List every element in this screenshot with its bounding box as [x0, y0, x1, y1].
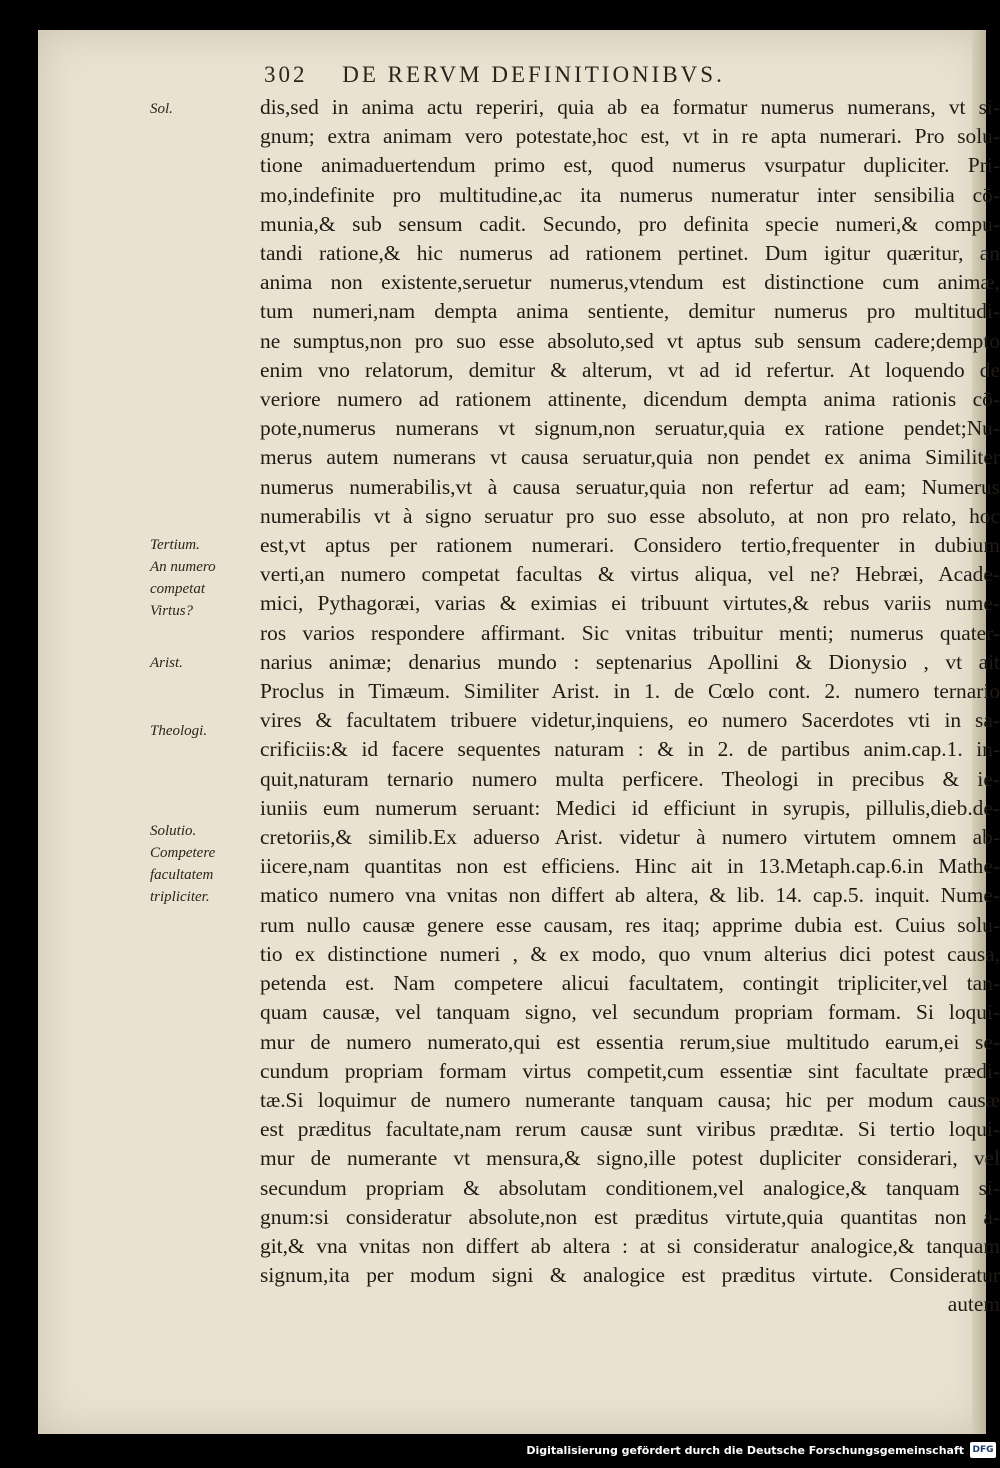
margin-note-solutio: Solutio. — [150, 823, 197, 839]
text-line: cundum propriam formam virtus competit,cum essentiæ sint facultate prædi- — [260, 1058, 1000, 1083]
text-line: numerus numerabilis,vt à causa seruatur,quia non refertur ad eam; Numerus — [260, 474, 1000, 499]
text-line: est præditus facultate,nam rerum causæ sunt viribus prædıtæ. Si tertio loqui- — [260, 1117, 1000, 1142]
text-line: secundum propriam & absolutam conditionem,vel analogice,& tanquam si- — [260, 1175, 1000, 1200]
text-line: gnum; extra animam vero potestate,hoc est, vt in re apta numerari. Pro solu- — [260, 124, 1000, 149]
margin-note-facultatem: facultatem — [150, 867, 214, 883]
body-text — [260, 93, 1000, 1320]
page-header — [264, 62, 904, 88]
text-line: ros varios respondere affirmant. Sic vnitas tribuitur menti; numerus quater- — [260, 620, 1000, 645]
margin-note-arist: Arist. — [150, 655, 183, 671]
text-line: munia,& sub sensum cadit. Secundo, pro definita specie numeri,& compu- — [260, 211, 1000, 236]
catchword: autem — [947, 1292, 1000, 1317]
margin-note-competere: Competere — [150, 845, 216, 861]
dfg-logo-icon: DFG — [970, 1442, 996, 1458]
text-line: mur de numerante vt mensura,& signo,ille potest dupliciter considerari, vel — [260, 1146, 1000, 1171]
text-line: iuniis eum numerum seruant: Medici id efficiunt in syrupis, pillulis,dieb.de- — [260, 795, 1000, 820]
text-line: mo,indefinite pro multitudine,ac ita numerus numeratur inter sensibilia cō- — [260, 182, 1000, 207]
text-line: tio ex distinctione numeri , & ex modo, quo vnum alterius dici potest causa, — [260, 941, 1000, 966]
margin-note-competat: competat — [150, 581, 205, 597]
text-line: tandi ratione,& hic numerus ad rationem pertinet. Dum igitur quæritur, an — [260, 241, 1000, 266]
text-line: pote,numerus numerans vt signum,non seruatur,quia ex ratione pendet;Nu- — [260, 416, 1000, 441]
text-line: quam causæ, vel tanquam signo, vel secundum propriam formam. Si loqui- — [260, 1000, 1000, 1025]
text-line: crificiis:& id facere sequentes naturam : & in 2. de partibus anim.cap.1. in- — [260, 737, 1000, 762]
running-title: DE RERVM DEFINITIONIBVS. — [342, 62, 725, 87]
text-line: Proclus in Timæum. Similiter Arist. in 1. de Cœlo cont. 2. numero ternario — [260, 679, 1000, 704]
book-page — [38, 30, 1000, 1434]
text-line: cretoriis,& similib.Ex aduerso Arist. videtur à numero virtutem omnem ab- — [260, 825, 1000, 850]
margin-note-theologi: Theologi. — [150, 723, 208, 739]
text-line: enim vno relatorum, demitur & alterum, vt ad id refertur. At loquendo de — [260, 357, 1000, 382]
text-line: tum numeri,nam dempta anima sentiente, demitur numerus pro multitudi- — [260, 299, 1000, 324]
text-line: dis,sed in anima actu reperiri, quia ab ea formatur numerus numerans, vt si- — [260, 95, 1000, 119]
text-line: ne sumptus,non pro suo esse absoluto,sed vt aptus sub sensum cadere;dempto — [260, 328, 1000, 353]
text-line: gnum:si consideratur absolute,non est præditus virtute,quia quantitas non a- — [260, 1204, 1000, 1229]
text-line: mici, Pythagoræi, varias & eximias ei tribuunt virtutes,& rebus variis nume- — [260, 591, 1000, 616]
text-line: petenda est. Nam competere alicui facultatem, contingit tripliciter,vel tan- — [260, 971, 1000, 996]
footer-bar — [0, 1434, 1000, 1468]
text-line: quit,naturam ternario numero multa perficere. Theologi in precibus & ie- — [260, 766, 1000, 791]
text-line: est,vt aptus per rationem numerari. Considero tertio,frequenter in dubium — [260, 533, 1000, 558]
text-line: signum,ita per modum signi & analogice est præditus virtute. Consideratur — [260, 1263, 1000, 1288]
page-number: 302 — [264, 62, 308, 87]
text-line: veriore numero ad rationem attinente, dicendum dempta anima rationis cō- — [260, 387, 1000, 412]
margin-note-tertium: Tertium. — [150, 537, 200, 553]
text-line: narius animæ; denarius mundo : septenarius Apollini & Dionysio , vt ait — [260, 649, 1000, 674]
margin-note-sol: Sol. — [150, 101, 173, 117]
text-line: tæ.Si loquimur de numero numerante tanquam causa; hic per modum causæ — [260, 1087, 1000, 1112]
text-line: rum nullo causæ genere esse causam, res itaq; apprime dubia est. Cuius solu- — [260, 912, 1000, 937]
text-line: mur de numero numerato,qui est essentia rerum,siue multitudo earum,ei se- — [260, 1029, 1000, 1054]
text-line: numerabilis vt à signo seruatur pro suo esse absoluto, at non pro relato, hoc — [260, 503, 1000, 528]
text-line: iicere,nam quantitas non est efficiens. Hinc ait in 13.Metaph.cap.6.in Mathe- — [260, 854, 1000, 879]
text-line: tione animaduertendum primo est, quod numerus vsurpatur dupliciter. Pri- — [260, 153, 1000, 178]
text-line: git,& vna vnitas non differt ab altera : at si consideratur analogice,& tanquam — [260, 1233, 1000, 1258]
text-line: anima non existente,seruetur numerus,vtendum est distinctione cum animæ, — [260, 270, 1000, 295]
text-line: merus autem numerans vt causa seruatur,quia non pendet ex anima Similiter — [260, 445, 1000, 470]
funding-credit: Digitalisierung gefördert durch die Deutsche Forschungsgemeinschaft — [526, 1444, 964, 1457]
margin-note-virtus: Virtus? — [150, 603, 194, 619]
text-line: verti,an numero competat facultas & virtus aliqua, vel ne? Hebræi, Acade- — [260, 562, 1000, 587]
margin-note-an-numero: An numero — [150, 559, 216, 575]
margin-note-tripliciter: tripliciter. — [150, 889, 210, 905]
text-line: vires & facultatem tribuere videtur,inquiens, eo numero Sacerdotes vti in sa- — [260, 708, 1000, 733]
text-line: matico numero vna vnitas non differt ab altera, & lib. 14. cap.5. inquit. Nume- — [260, 883, 1000, 908]
